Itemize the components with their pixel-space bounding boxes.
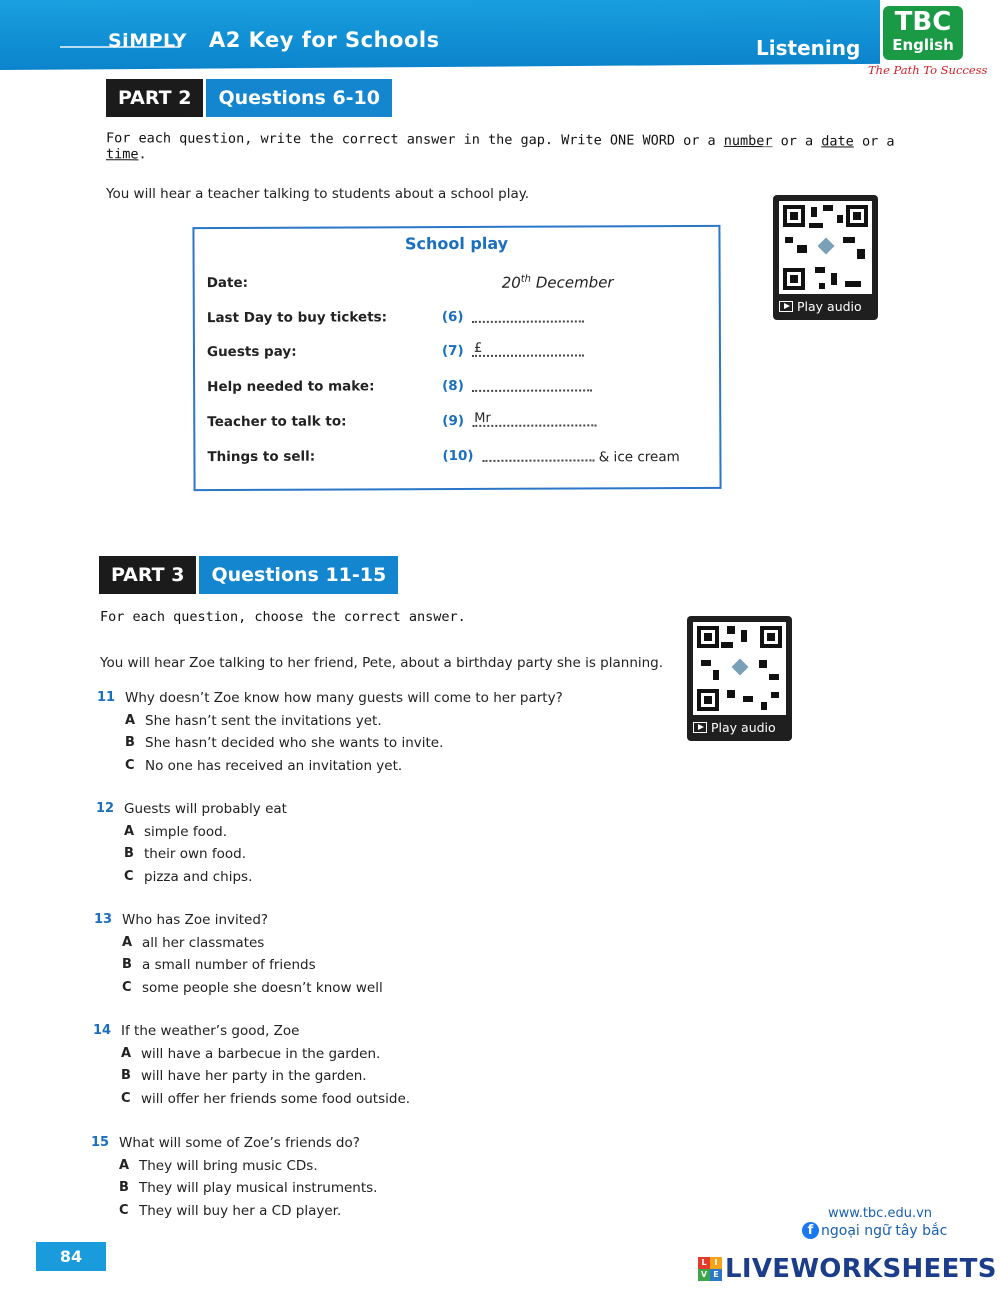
question-11 bbox=[97, 690, 657, 780]
option-text: No one has received an invitation yet. bbox=[145, 757, 403, 774]
question-text: Guests will probably eat bbox=[124, 801, 287, 817]
lw-letter: V bbox=[698, 1269, 710, 1281]
option-text: some people she doesn’t know well bbox=[142, 979, 383, 996]
form-row-6 bbox=[207, 308, 707, 332]
form-label: Help needed to make: bbox=[207, 378, 375, 396]
option-text: their own food. bbox=[144, 846, 247, 862]
question-number: 14 bbox=[93, 1023, 112, 1038]
option-letter: A bbox=[122, 934, 133, 950]
form-row-9 bbox=[207, 412, 707, 436]
option-c[interactable] bbox=[94, 980, 654, 1003]
tbc-logo-name: TBC bbox=[894, 7, 952, 37]
option-letter: C bbox=[121, 1090, 131, 1106]
qr-code bbox=[779, 201, 872, 294]
question-number: (9) bbox=[442, 412, 465, 430]
part2-intro: You will hear a teacher talking to students about a school play. bbox=[106, 186, 530, 202]
option-letter: B bbox=[124, 846, 134, 861]
option-letter: B bbox=[119, 1180, 129, 1195]
option-letter: A bbox=[124, 823, 135, 839]
option-letter: B bbox=[122, 957, 132, 972]
answer-gap-8[interactable] bbox=[472, 377, 592, 396]
liveworksheets-icon bbox=[698, 1257, 722, 1281]
play-icon bbox=[693, 722, 707, 733]
question-number: 15 bbox=[91, 1135, 110, 1150]
question-15 bbox=[91, 1135, 651, 1225]
option-text: all her classmates bbox=[142, 934, 265, 951]
option-b[interactable] bbox=[93, 1068, 653, 1091]
option-a[interactable] bbox=[96, 824, 656, 847]
play-audio-label: Play audio bbox=[797, 299, 862, 314]
form-row-8 bbox=[207, 377, 707, 401]
question-text: Why doesn’t Zoe know how many guests will come to her party? bbox=[125, 690, 563, 706]
facebook-label: ngoại ngữ tây bắc bbox=[821, 1222, 948, 1239]
date-value bbox=[502, 273, 614, 291]
option-text: They will play musical instruments. bbox=[139, 1180, 378, 1196]
option-a[interactable] bbox=[97, 713, 657, 736]
tbc-logo-sub: English bbox=[892, 36, 954, 54]
date-row bbox=[207, 273, 707, 297]
part3-label: PART 3 bbox=[99, 556, 196, 594]
part3-audio-card[interactable] bbox=[687, 616, 792, 741]
option-c[interactable] bbox=[97, 758, 657, 781]
instruction-text: For each question, write the correct answer in the gap. Write ONE WORD or a bbox=[106, 130, 724, 149]
question-number: (10) bbox=[442, 447, 474, 465]
school-play-form bbox=[192, 225, 721, 491]
form-label: Things to sell: bbox=[207, 448, 316, 466]
option-text: pizza and chips. bbox=[144, 868, 253, 885]
option-letter: C bbox=[119, 1202, 129, 1218]
instruction-or: or a bbox=[853, 133, 895, 150]
question-number: (7) bbox=[441, 342, 464, 360]
option-text: simple food. bbox=[144, 823, 227, 840]
option-letter: A bbox=[119, 1157, 130, 1173]
option-a[interactable] bbox=[94, 935, 654, 958]
play-audio-button[interactable] bbox=[693, 720, 786, 735]
book-name: A2 Key for Schools bbox=[208, 28, 440, 52]
gap-suffix: & ice cream bbox=[594, 449, 680, 466]
school-play-title: School play bbox=[404, 233, 509, 254]
liveworksheets-logo bbox=[698, 1254, 997, 1284]
option-letter: B bbox=[121, 1068, 131, 1083]
question-text: If the weather’s good, Zoe bbox=[121, 1023, 300, 1039]
option-c[interactable] bbox=[96, 869, 656, 892]
website-link[interactable]: www.tbc.edu.vn bbox=[828, 1206, 933, 1221]
option-c[interactable] bbox=[91, 1203, 651, 1226]
answer-gap-9[interactable] bbox=[472, 412, 596, 431]
question-text: Who has Zoe invited? bbox=[122, 912, 269, 928]
option-letter: C bbox=[124, 868, 134, 884]
option-b[interactable] bbox=[97, 735, 657, 758]
instruction-date: date bbox=[821, 133, 854, 150]
part3-intro: You will hear Zoe talking to her friend, Pete, about a birthday party she is planning. bbox=[100, 655, 664, 671]
lw-letter: L bbox=[698, 1257, 710, 1269]
qr-code bbox=[693, 622, 786, 715]
option-b[interactable] bbox=[91, 1180, 651, 1203]
instruction-number: number bbox=[723, 132, 773, 150]
play-audio-button[interactable] bbox=[779, 299, 872, 314]
date-suffix: th bbox=[520, 273, 532, 285]
play-audio-label: Play audio bbox=[711, 720, 776, 735]
option-letter: A bbox=[121, 1045, 132, 1061]
instruction-or: or a bbox=[772, 133, 822, 150]
book-title bbox=[108, 28, 440, 52]
option-text: will have a barbecue in the garden. bbox=[141, 1045, 381, 1062]
instruction-time: time bbox=[105, 146, 139, 163]
tbc-tagline: The Path To Success bbox=[868, 63, 988, 77]
facebook-link[interactable] bbox=[802, 1222, 947, 1239]
instruction-end: . bbox=[138, 146, 147, 163]
lw-letter: I bbox=[710, 1257, 722, 1269]
part3-instruction: For each question, choose the correct answer. bbox=[100, 609, 466, 625]
tbc-logo bbox=[883, 6, 963, 60]
question-12 bbox=[96, 801, 656, 891]
answer-gap-10[interactable] bbox=[482, 447, 679, 466]
date-label: Date: bbox=[206, 274, 249, 292]
liveworksheets-text: LIVEWORKSHEETS bbox=[725, 1254, 997, 1284]
option-text: will offer her friends some food outside. bbox=[141, 1090, 411, 1107]
question-13 bbox=[94, 912, 654, 1002]
question-number: (6) bbox=[441, 308, 464, 326]
option-letter: B bbox=[125, 735, 135, 750]
part3-header bbox=[99, 556, 398, 594]
date-month: December bbox=[530, 273, 614, 292]
question-number: 12 bbox=[96, 801, 115, 816]
form-row-7 bbox=[207, 342, 707, 366]
option-letter: C bbox=[122, 979, 132, 995]
gap-prefix: £ bbox=[473, 340, 483, 356]
part3-questions: Questions 11-15 bbox=[199, 556, 398, 594]
part2-instruction bbox=[106, 130, 926, 166]
option-text: She hasn’t decided who she wants to invite. bbox=[145, 735, 444, 751]
option-b[interactable] bbox=[94, 957, 654, 980]
form-label: Last Day to buy tickets: bbox=[206, 309, 388, 327]
option-text: a small number of friends bbox=[142, 957, 316, 973]
answer-gap-6[interactable] bbox=[472, 308, 584, 326]
option-text: She hasn’t sent the invitations yet. bbox=[145, 712, 382, 729]
option-text: They will bring music CDs. bbox=[139, 1157, 318, 1174]
series-name: SiMPLY bbox=[108, 30, 187, 52]
part2-questions: Questions 6-10 bbox=[206, 79, 392, 117]
form-label: Teacher to talk to: bbox=[207, 413, 347, 431]
page-number: 84 bbox=[36, 1242, 106, 1271]
question-text: What will some of Zoe’s friends do? bbox=[119, 1135, 360, 1151]
part2-label: PART 2 bbox=[106, 79, 203, 117]
question-number: 11 bbox=[97, 690, 116, 705]
form-row-10 bbox=[207, 447, 707, 471]
option-c[interactable] bbox=[93, 1091, 653, 1114]
answer-gap-7[interactable] bbox=[472, 342, 584, 360]
option-letter: A bbox=[125, 712, 136, 728]
facebook-icon: f bbox=[802, 1222, 819, 1239]
option-a[interactable] bbox=[91, 1158, 651, 1181]
option-a[interactable] bbox=[93, 1046, 653, 1069]
play-icon bbox=[779, 301, 793, 312]
question-number: 13 bbox=[94, 912, 113, 927]
lw-letter: E bbox=[710, 1269, 722, 1281]
form-label: Guests pay: bbox=[206, 343, 297, 361]
section-title: Listening bbox=[756, 36, 861, 60]
question-number: (8) bbox=[442, 377, 464, 395]
option-text: will have her party in the garden. bbox=[141, 1068, 367, 1084]
part2-audio-card[interactable] bbox=[773, 195, 878, 320]
option-b[interactable] bbox=[96, 846, 656, 869]
option-letter: C bbox=[125, 757, 135, 773]
question-14 bbox=[93, 1023, 653, 1113]
part2-header bbox=[106, 79, 392, 117]
date-day: 20 bbox=[501, 273, 521, 292]
gap-prefix: Mr bbox=[474, 410, 491, 426]
option-text: They will buy her a CD player. bbox=[139, 1202, 342, 1219]
